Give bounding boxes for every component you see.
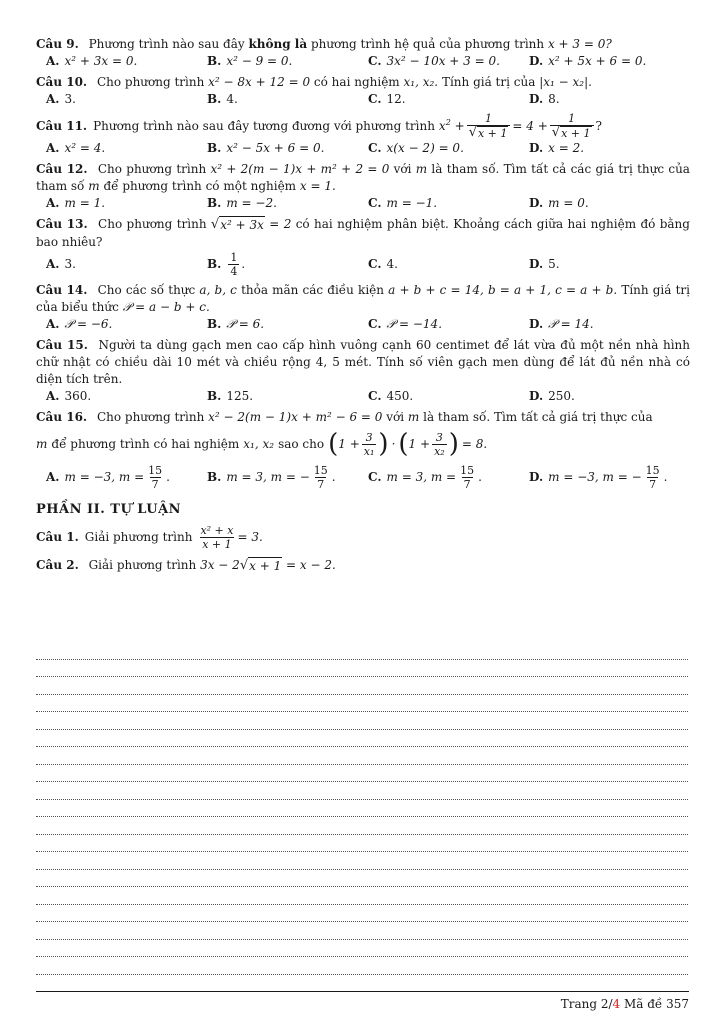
question-text: có hai nghiệm <box>313 75 400 89</box>
fraction: $\frac{1}{4}$ <box>230 251 238 278</box>
option-b[interactable]: B. x² − 9 = 0. <box>207 54 293 68</box>
question-text: Cho phương trình <box>96 410 205 424</box>
equation: x = 1. <box>299 179 336 193</box>
variables: x₁, x₂. <box>403 75 439 89</box>
answer-line[interactable] <box>36 747 688 765</box>
question-label: Câu 16. <box>36 410 88 424</box>
question-15 <box>36 337 690 405</box>
equation: x² − 2(m − 1)x + m² − 6 = 0 <box>208 410 383 424</box>
option-d[interactable]: D. 5. <box>529 257 560 271</box>
option-b[interactable]: B. m = 3, m = − $\frac{15}{7}$ . <box>207 464 336 491</box>
question-text: Tính giá trị của biểu thức <box>36 283 690 314</box>
question-text: Phương trình nào sau đây <box>88 37 245 51</box>
option-a[interactable]: A. 3. <box>46 92 76 106</box>
option-a[interactable]: A. 360. <box>46 389 92 403</box>
question-11 <box>36 112 690 157</box>
question-text: phương trình hệ quả của phương trình <box>310 37 545 51</box>
question-emphasis: không là <box>248 37 308 51</box>
option-a[interactable]: A. m = 1. <box>46 196 106 210</box>
option-a[interactable]: A. 3. <box>46 257 76 271</box>
fraction: 1 √ x + 1 <box>467 112 511 140</box>
equation: = 2 <box>269 217 292 231</box>
question-label: Câu 14. <box>36 283 88 297</box>
option-b[interactable]: B. $\frac{1}{4}$ . <box>207 251 246 278</box>
question-16 <box>36 409 690 491</box>
footer-divider <box>36 991 689 992</box>
option-c[interactable]: C. 450. <box>368 389 414 403</box>
answer-line[interactable] <box>36 677 688 695</box>
option-a[interactable]: A. x² = 4. <box>46 141 106 155</box>
square-root: √ x² + 3x <box>210 217 264 232</box>
option-b[interactable]: B. x² − 5x + 6 = 0. <box>207 141 325 155</box>
option-d[interactable]: D. 𝒫 = 14. <box>529 317 594 331</box>
option-a[interactable]: A. m = −3, m = $\frac{15}{7}$ . <box>46 464 170 491</box>
question-text: Cho phương trình <box>98 217 207 231</box>
equation: |x₁ − x₂|. <box>539 75 592 89</box>
option-d[interactable]: D. x = 2. <box>529 141 585 155</box>
answer-line[interactable] <box>36 852 688 870</box>
option-a[interactable]: A. 𝒫 = −6. <box>46 317 113 331</box>
variable: m <box>88 179 100 193</box>
question-text: có hai nghiệm phân biệt. Khoảng cách giữa hai nghiệm đó bằng bao nhiêu? <box>36 217 690 249</box>
option-d[interactable]: D. 250. <box>529 389 575 403</box>
equation: x² − 8x + 12 = 0 <box>208 75 311 89</box>
question-label: Câu 11. <box>36 118 88 133</box>
question-text: để phương trình có một nghiệm <box>103 179 297 193</box>
question-text: Người ta dùng gạch men cao cấp hình vuông cạnh 60 centimet để lát vừa đủ một nền nhà hình chữ nhật có chiều dài 10 mét và chiều rộng 4, 5 mét. Tính số viên gạch men dùng để lát đủ nền nhà có diện tích trên. <box>36 338 690 386</box>
option-b[interactable]: B. 4. <box>207 92 238 106</box>
answer-line[interactable] <box>36 730 688 748</box>
question-text: Cho phương trình <box>96 75 205 89</box>
answer-line[interactable] <box>36 957 688 975</box>
answer-line[interactable] <box>36 940 688 958</box>
question-text: Cho phương trình <box>97 162 207 176</box>
equation: $x^2$ + <box>438 117 465 133</box>
question-text: là tham số. Tìm tất cả các giá trị thực của tham số <box>36 162 690 193</box>
essay-question-2: Câu 2. Giải phương trình 3x − 2 √ x + 1 = x − 2. <box>36 558 336 573</box>
question-label: Câu 10. <box>36 75 88 89</box>
option-c[interactable]: C. 3x² − 10x + 3 = 0. <box>368 54 500 68</box>
answer-line[interactable] <box>36 905 688 923</box>
option-d[interactable]: D. m = −3, m = − $\frac{15}{7}$ . <box>529 464 668 491</box>
answer-line[interactable] <box>36 870 688 888</box>
variables: x₁, x₂ <box>243 436 275 451</box>
question-text: Phương trình nào sau đây tương đương với phương trình <box>93 118 435 133</box>
answer-line[interactable] <box>36 765 688 783</box>
exam-page <box>36 36 690 581</box>
condition-expression: ( 1 + $\frac{3}{\text{x₁}}$ ) · ( 1 + $\frac{3}{\text{x₂}}$ ) = 8. <box>328 429 488 459</box>
question-text: Cho các số thực <box>97 283 196 297</box>
question-9 <box>36 36 690 70</box>
question-text: với <box>393 162 412 176</box>
answer-line[interactable] <box>36 712 688 730</box>
question-14 <box>36 282 690 333</box>
option-b[interactable]: B. 125. <box>207 389 254 403</box>
fraction: 1 √ x + 1 <box>550 112 594 140</box>
section-title: PHẦN II. TỰ LUẬN <box>36 502 182 517</box>
option-c[interactable]: C. 4. <box>368 257 398 271</box>
option-c[interactable]: C. 12. <box>368 92 406 106</box>
option-c[interactable]: C. x(x − 2) = 0. <box>368 141 464 155</box>
variable: m <box>415 162 428 176</box>
equation: 𝒫 = a − b + c. <box>122 300 210 314</box>
equation: x² + 2(m − 1)x + m² + 2 = 0 <box>210 162 390 176</box>
question-text: để phương trình có hai nghiệm <box>51 436 240 451</box>
variable: m <box>407 410 420 424</box>
answer-line[interactable] <box>36 835 688 853</box>
answer-line[interactable] <box>36 817 688 835</box>
answer-line[interactable] <box>36 660 688 678</box>
answer-line[interactable] <box>36 782 688 800</box>
option-a[interactable]: A. x² + 3x = 0. <box>46 54 138 68</box>
equation: x + 3 = 0? <box>547 37 612 51</box>
essay-question-1: Câu 1. Giải phương trình $\frac{\text{x² + x}}{x + 1}$ = 3. <box>36 524 263 551</box>
question-text: với <box>386 410 405 424</box>
question-label: Câu 12. <box>36 162 88 176</box>
question-text: là tham số. Tìm tất cả giá trị thực của <box>423 410 653 424</box>
question-13 <box>36 216 690 278</box>
question-text: sao cho <box>278 436 325 451</box>
answer-lines[interactable] <box>36 642 688 975</box>
variables: a, b, c <box>199 283 237 297</box>
total-pages: 4 <box>612 997 621 1011</box>
option-d[interactable]: D. 8. <box>529 92 560 106</box>
option-c[interactable]: C. 𝒫 = −14. <box>368 317 443 331</box>
answer-line[interactable] <box>36 887 688 905</box>
answer-line[interactable] <box>36 922 688 940</box>
option-c[interactable]: C. m = 3, m = $\frac{15}{7}$ . <box>368 464 482 491</box>
question-text: thỏa mãn các điều kiện <box>241 283 384 297</box>
equation: = 4 + <box>512 118 548 133</box>
question-mark: ? <box>595 118 602 133</box>
answer-line[interactable] <box>36 800 688 818</box>
page-footer: Trang 2/4 Mã đề 357 <box>560 997 689 1011</box>
option-b[interactable]: B. 𝒫 = 6. <box>207 317 265 331</box>
option-c[interactable]: C. m = −1. <box>368 196 438 210</box>
answer-line[interactable] <box>36 642 688 660</box>
option-d[interactable]: D. x² + 5x + 6 = 0. <box>529 54 647 68</box>
answer-line[interactable] <box>36 695 688 713</box>
question-label: Câu 9. <box>36 37 79 51</box>
question-label: Câu 15. <box>36 338 88 352</box>
option-b[interactable]: B. m = −2. <box>207 196 277 210</box>
question-label: Câu 13. <box>36 217 88 231</box>
question-text: Tính giá trị của <box>441 75 536 89</box>
question-10 <box>36 74 690 108</box>
variable: m <box>36 436 48 451</box>
option-d[interactable]: D. m = 0. <box>529 196 589 210</box>
question-12 <box>36 161 690 212</box>
equation: a + b + c = 14, b = a + 1, c = a + b. <box>388 283 618 297</box>
